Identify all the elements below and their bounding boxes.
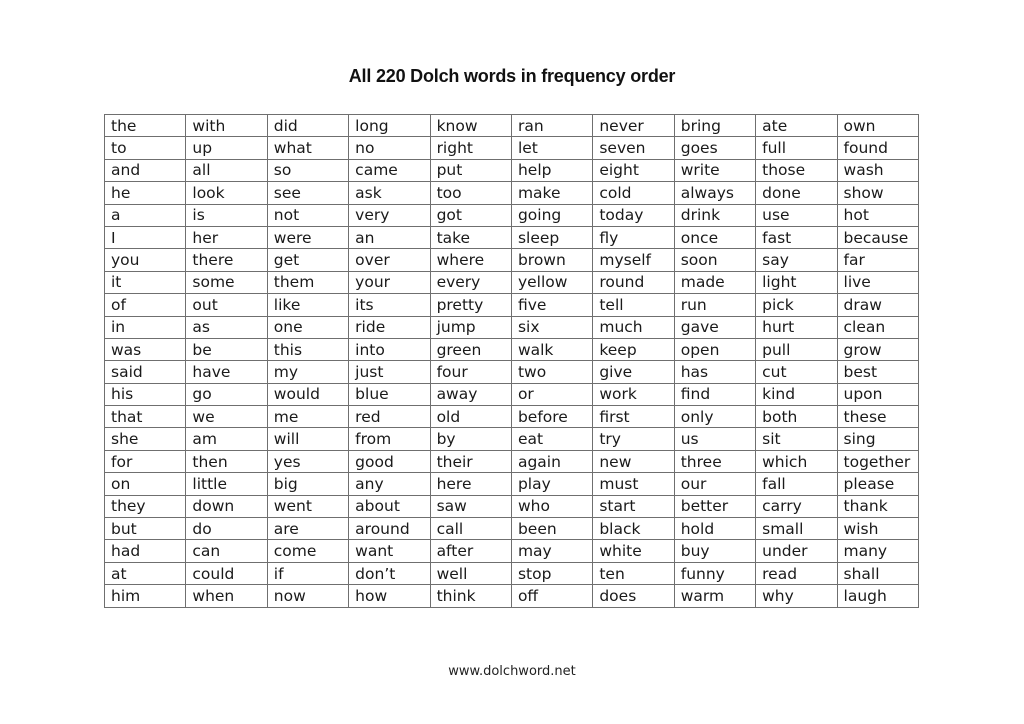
word-cell: had bbox=[105, 540, 186, 562]
word-cell: your bbox=[349, 271, 430, 293]
word-cell: put bbox=[430, 159, 511, 181]
word-cell: first bbox=[593, 406, 674, 428]
word-cell: so bbox=[267, 159, 348, 181]
word-cell: full bbox=[756, 137, 837, 159]
word-cell: ran bbox=[511, 115, 592, 137]
word-cell: know bbox=[430, 115, 511, 137]
word-cell: out bbox=[186, 294, 267, 316]
word-cell: who bbox=[511, 495, 592, 517]
word-cell: white bbox=[593, 540, 674, 562]
word-cell: saw bbox=[430, 495, 511, 517]
word-cell: good bbox=[349, 450, 430, 472]
word-cell: live bbox=[837, 271, 918, 293]
word-cell: buy bbox=[674, 540, 755, 562]
word-cell: sit bbox=[756, 428, 837, 450]
word-cell: could bbox=[186, 562, 267, 584]
table-row bbox=[105, 473, 919, 495]
word-cell: for bbox=[105, 450, 186, 472]
word-cell: draw bbox=[837, 294, 918, 316]
word-cell: far bbox=[837, 249, 918, 271]
word-cell: start bbox=[593, 495, 674, 517]
word-cell: this bbox=[267, 338, 348, 360]
word-cell: well bbox=[430, 562, 511, 584]
word-cell: better bbox=[674, 495, 755, 517]
word-cell: right bbox=[430, 137, 511, 159]
word-cell: yellow bbox=[511, 271, 592, 293]
word-cell: thank bbox=[837, 495, 918, 517]
word-cell: hurt bbox=[756, 316, 837, 338]
word-cell: are bbox=[267, 518, 348, 540]
word-cell: his bbox=[105, 383, 186, 405]
word-cell: myself bbox=[593, 249, 674, 271]
word-cell: after bbox=[430, 540, 511, 562]
word-cell: we bbox=[186, 406, 267, 428]
word-cell: help bbox=[511, 159, 592, 181]
word-cell: tell bbox=[593, 294, 674, 316]
word-cell: ride bbox=[349, 316, 430, 338]
word-cell: around bbox=[349, 518, 430, 540]
word-cell: eat bbox=[511, 428, 592, 450]
word-cell: then bbox=[186, 450, 267, 472]
word-cell: has bbox=[674, 361, 755, 383]
word-cell: big bbox=[267, 473, 348, 495]
word-cell: hold bbox=[674, 518, 755, 540]
table-row bbox=[105, 204, 919, 226]
word-cell: once bbox=[674, 226, 755, 248]
word-cell: can bbox=[186, 540, 267, 562]
word-cell: seven bbox=[593, 137, 674, 159]
table-row bbox=[105, 428, 919, 450]
table-row bbox=[105, 406, 919, 428]
word-cell: only bbox=[674, 406, 755, 428]
word-cell: wash bbox=[837, 159, 918, 181]
word-cell: were bbox=[267, 226, 348, 248]
word-cell: pick bbox=[756, 294, 837, 316]
word-cell: their bbox=[430, 450, 511, 472]
word-cell: new bbox=[593, 450, 674, 472]
word-cell: jump bbox=[430, 316, 511, 338]
word-cell: upon bbox=[837, 383, 918, 405]
word-cell: many bbox=[837, 540, 918, 562]
word-cell: where bbox=[430, 249, 511, 271]
word-cell: you bbox=[105, 249, 186, 271]
word-cell: when bbox=[186, 585, 267, 607]
word-cell: fall bbox=[756, 473, 837, 495]
word-cell: walk bbox=[511, 338, 592, 360]
word-cell: been bbox=[511, 518, 592, 540]
word-cell: find bbox=[674, 383, 755, 405]
word-cell: its bbox=[349, 294, 430, 316]
word-cell: sleep bbox=[511, 226, 592, 248]
word-cell: ask bbox=[349, 182, 430, 204]
word-cell: she bbox=[105, 428, 186, 450]
word-cell: because bbox=[837, 226, 918, 248]
word-cell: have bbox=[186, 361, 267, 383]
word-cell: always bbox=[674, 182, 755, 204]
table-row bbox=[105, 450, 919, 472]
word-cell: pretty bbox=[430, 294, 511, 316]
table-row bbox=[105, 338, 919, 360]
word-cell: before bbox=[511, 406, 592, 428]
word-cell: get bbox=[267, 249, 348, 271]
word-cell: like bbox=[267, 294, 348, 316]
word-cell: bring bbox=[674, 115, 755, 137]
table-row bbox=[105, 115, 919, 137]
word-cell: round bbox=[593, 271, 674, 293]
word-cell: both bbox=[756, 406, 837, 428]
word-cell: hot bbox=[837, 204, 918, 226]
word-cell: show bbox=[837, 182, 918, 204]
word-cell: laugh bbox=[837, 585, 918, 607]
word-cell: him bbox=[105, 585, 186, 607]
word-cell: here bbox=[430, 473, 511, 495]
word-cell: would bbox=[267, 383, 348, 405]
word-cell: as bbox=[186, 316, 267, 338]
table-row bbox=[105, 585, 919, 607]
word-cell: never bbox=[593, 115, 674, 137]
word-cell: why bbox=[756, 585, 837, 607]
word-cell: there bbox=[186, 249, 267, 271]
word-cell: please bbox=[837, 473, 918, 495]
word-cell: work bbox=[593, 383, 674, 405]
word-cell: these bbox=[837, 406, 918, 428]
table-row bbox=[105, 562, 919, 584]
word-cell: ten bbox=[593, 562, 674, 584]
word-cell: by bbox=[430, 428, 511, 450]
word-cell: did bbox=[267, 115, 348, 137]
word-cell: is bbox=[186, 204, 267, 226]
word-cell: may bbox=[511, 540, 592, 562]
table-row bbox=[105, 540, 919, 562]
word-cell: away bbox=[430, 383, 511, 405]
word-cell: some bbox=[186, 271, 267, 293]
word-cell: those bbox=[756, 159, 837, 181]
word-cell: light bbox=[756, 271, 837, 293]
word-cell: no bbox=[349, 137, 430, 159]
word-cell: pull bbox=[756, 338, 837, 360]
word-cell: one bbox=[267, 316, 348, 338]
word-cell: soon bbox=[674, 249, 755, 271]
word-cell: yes bbox=[267, 450, 348, 472]
word-cell: use bbox=[756, 204, 837, 226]
word-cell: all bbox=[186, 159, 267, 181]
word-cell: on bbox=[105, 473, 186, 495]
word-cell: went bbox=[267, 495, 348, 517]
word-cell: about bbox=[349, 495, 430, 517]
word-cell: think bbox=[430, 585, 511, 607]
word-cell: want bbox=[349, 540, 430, 562]
word-table-body bbox=[105, 115, 919, 608]
table-row bbox=[105, 495, 919, 517]
word-cell: gave bbox=[674, 316, 755, 338]
word-cell: eight bbox=[593, 159, 674, 181]
word-cell: play bbox=[511, 473, 592, 495]
word-cell: got bbox=[430, 204, 511, 226]
word-cell: long bbox=[349, 115, 430, 137]
word-cell: keep bbox=[593, 338, 674, 360]
word-cell: much bbox=[593, 316, 674, 338]
word-cell: kind bbox=[756, 383, 837, 405]
word-cell: down bbox=[186, 495, 267, 517]
word-cell: write bbox=[674, 159, 755, 181]
table-row bbox=[105, 361, 919, 383]
word-cell: with bbox=[186, 115, 267, 137]
word-cell: own bbox=[837, 115, 918, 137]
word-cell: again bbox=[511, 450, 592, 472]
word-cell: three bbox=[674, 450, 755, 472]
word-cell: and bbox=[105, 159, 186, 181]
word-cell: every bbox=[430, 271, 511, 293]
word-cell: very bbox=[349, 204, 430, 226]
table-row bbox=[105, 226, 919, 248]
word-cell: wish bbox=[837, 518, 918, 540]
word-cell: make bbox=[511, 182, 592, 204]
word-cell: take bbox=[430, 226, 511, 248]
table-row bbox=[105, 159, 919, 181]
table-row bbox=[105, 316, 919, 338]
table-row bbox=[105, 249, 919, 271]
word-cell: they bbox=[105, 495, 186, 517]
word-cell: don’t bbox=[349, 562, 430, 584]
table-row bbox=[105, 182, 919, 204]
word-cell: small bbox=[756, 518, 837, 540]
word-cell: read bbox=[756, 562, 837, 584]
word-cell: ate bbox=[756, 115, 837, 137]
word-cell: too bbox=[430, 182, 511, 204]
word-cell: together bbox=[837, 450, 918, 472]
word-cell: five bbox=[511, 294, 592, 316]
word-cell: of bbox=[105, 294, 186, 316]
word-cell: open bbox=[674, 338, 755, 360]
word-cell: now bbox=[267, 585, 348, 607]
word-cell: he bbox=[105, 182, 186, 204]
word-cell: found bbox=[837, 137, 918, 159]
table-row bbox=[105, 518, 919, 540]
word-cell: warm bbox=[674, 585, 755, 607]
word-cell: off bbox=[511, 585, 592, 607]
dolch-word-table bbox=[104, 114, 919, 608]
word-cell: try bbox=[593, 428, 674, 450]
word-cell: brown bbox=[511, 249, 592, 271]
word-cell: fast bbox=[756, 226, 837, 248]
footer-url: www.dolchword.net bbox=[448, 664, 576, 679]
word-cell: cut bbox=[756, 361, 837, 383]
word-cell: going bbox=[511, 204, 592, 226]
word-cell: red bbox=[349, 406, 430, 428]
word-cell: just bbox=[349, 361, 430, 383]
word-cell: over bbox=[349, 249, 430, 271]
table-row bbox=[105, 383, 919, 405]
word-cell: run bbox=[674, 294, 755, 316]
word-cell: blue bbox=[349, 383, 430, 405]
word-cell: am bbox=[186, 428, 267, 450]
word-cell: does bbox=[593, 585, 674, 607]
word-cell: black bbox=[593, 518, 674, 540]
word-cell: carry bbox=[756, 495, 837, 517]
word-cell: must bbox=[593, 473, 674, 495]
word-cell: sing bbox=[837, 428, 918, 450]
word-cell: stop bbox=[511, 562, 592, 584]
word-cell: but bbox=[105, 518, 186, 540]
word-cell: call bbox=[430, 518, 511, 540]
word-cell: to bbox=[105, 137, 186, 159]
word-cell: or bbox=[511, 383, 592, 405]
word-cell: clean bbox=[837, 316, 918, 338]
word-cell: them bbox=[267, 271, 348, 293]
word-cell: give bbox=[593, 361, 674, 383]
word-cell: go bbox=[186, 383, 267, 405]
word-cell: green bbox=[430, 338, 511, 360]
word-cell: in bbox=[105, 316, 186, 338]
word-cell: that bbox=[105, 406, 186, 428]
word-cell: me bbox=[267, 406, 348, 428]
word-cell: us bbox=[674, 428, 755, 450]
word-cell: fly bbox=[593, 226, 674, 248]
word-cell: the bbox=[105, 115, 186, 137]
page-title: All 220 Dolch words in frequency order bbox=[348, 66, 676, 86]
word-cell: do bbox=[186, 518, 267, 540]
word-cell: be bbox=[186, 338, 267, 360]
word-cell: funny bbox=[674, 562, 755, 584]
word-cell: best bbox=[837, 361, 918, 383]
word-cell: I bbox=[105, 226, 186, 248]
word-cell: was bbox=[105, 338, 186, 360]
word-cell: let bbox=[511, 137, 592, 159]
word-cell: her bbox=[186, 226, 267, 248]
word-cell: our bbox=[674, 473, 755, 495]
word-cell: four bbox=[430, 361, 511, 383]
table-row bbox=[105, 294, 919, 316]
word-cell: under bbox=[756, 540, 837, 562]
word-cell: my bbox=[267, 361, 348, 383]
word-cell: up bbox=[186, 137, 267, 159]
word-cell: at bbox=[105, 562, 186, 584]
word-cell: if bbox=[267, 562, 348, 584]
word-cell: which bbox=[756, 450, 837, 472]
table-row bbox=[105, 271, 919, 293]
word-cell: say bbox=[756, 249, 837, 271]
word-cell: old bbox=[430, 406, 511, 428]
word-cell: goes bbox=[674, 137, 755, 159]
word-cell: two bbox=[511, 361, 592, 383]
word-cell: see bbox=[267, 182, 348, 204]
word-cell: six bbox=[511, 316, 592, 338]
word-cell: will bbox=[267, 428, 348, 450]
word-cell: come bbox=[267, 540, 348, 562]
word-cell: today bbox=[593, 204, 674, 226]
word-cell: grow bbox=[837, 338, 918, 360]
word-cell: into bbox=[349, 338, 430, 360]
word-cell: not bbox=[267, 204, 348, 226]
word-cell: from bbox=[349, 428, 430, 450]
word-cell: cold bbox=[593, 182, 674, 204]
word-cell: little bbox=[186, 473, 267, 495]
word-cell: drink bbox=[674, 204, 755, 226]
word-cell: said bbox=[105, 361, 186, 383]
word-cell: how bbox=[349, 585, 430, 607]
word-cell: made bbox=[674, 271, 755, 293]
word-cell: an bbox=[349, 226, 430, 248]
word-cell: look bbox=[186, 182, 267, 204]
word-cell: done bbox=[756, 182, 837, 204]
word-cell: what bbox=[267, 137, 348, 159]
table-row bbox=[105, 137, 919, 159]
word-cell: a bbox=[105, 204, 186, 226]
word-cell: any bbox=[349, 473, 430, 495]
word-cell: came bbox=[349, 159, 430, 181]
word-cell: it bbox=[105, 271, 186, 293]
word-cell: shall bbox=[837, 562, 918, 584]
